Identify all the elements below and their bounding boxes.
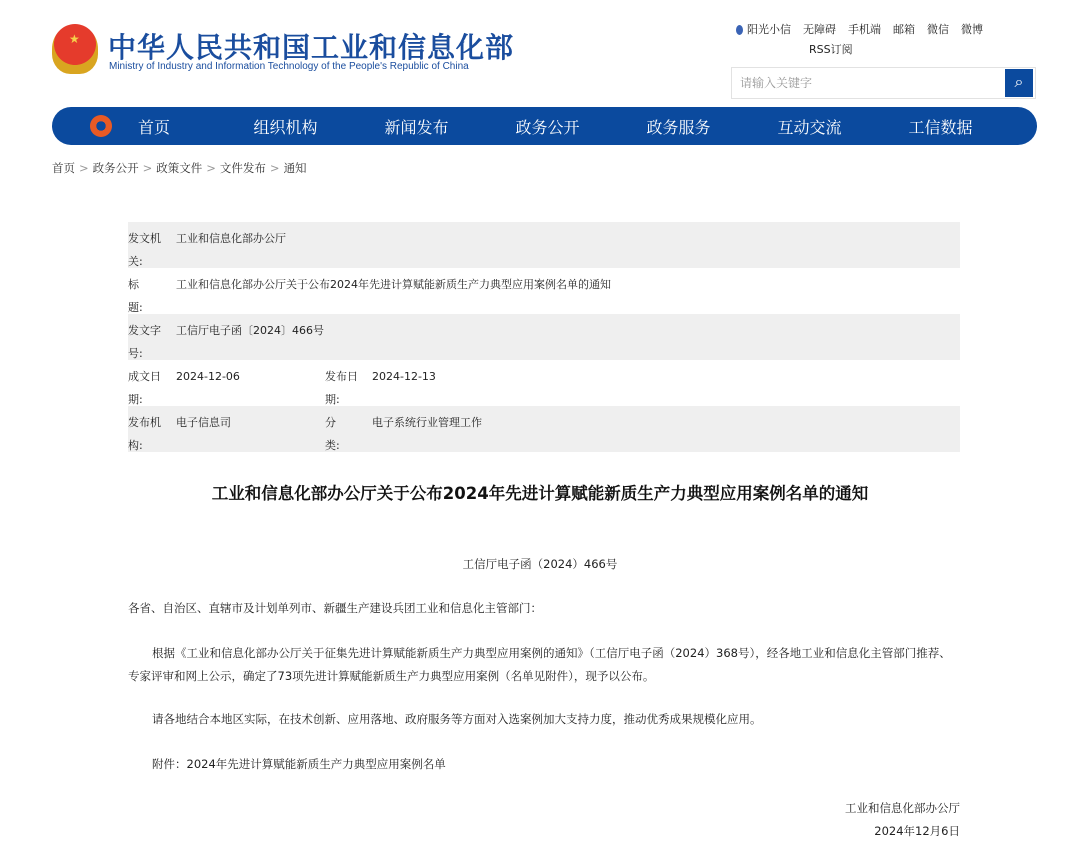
nav-interaction[interactable]: 互动交流 (777, 117, 842, 137)
meta-value: 工信厅电子函〔2024〕466号 (176, 324, 324, 337)
meta-value: 工业和信息化部办公厅 (176, 232, 286, 245)
meta-value: 2024-12-06 (176, 370, 240, 383)
national-emblem-logo[interactable]: ★ (52, 24, 98, 74)
meta-value: 电子系统行业管理工作 (372, 416, 482, 429)
link-weibo[interactable]: 微博 (961, 23, 983, 36)
link-sunshine[interactable] (736, 21, 791, 37)
nav-services[interactable]: 政务服务 (646, 117, 711, 137)
search-icon: ⌕ (1014, 74, 1024, 91)
nav-gov-affairs[interactable]: 政务公开 (515, 117, 580, 137)
meta-value: 2024-12-13 (372, 370, 436, 383)
document-meta-table (128, 222, 960, 452)
main-nav (52, 107, 1037, 145)
meta-label: 标 题: (128, 278, 161, 314)
crumb-home[interactable]: 首页 (52, 161, 75, 175)
meta-label: 分 类: (325, 416, 358, 452)
meta-label: 发布日期: (325, 370, 358, 406)
meta-label: 发布机构: (128, 416, 161, 452)
attachment-link[interactable]: 附件：2024年先进计算赋能新质生产力典型应用案例名单 (152, 757, 446, 771)
crumb-notice[interactable]: 通知 (283, 161, 307, 175)
pin-icon (736, 25, 743, 35)
meta-value: 电子信息司 (176, 416, 231, 429)
meta-row (128, 222, 960, 268)
crumb-policy[interactable]: 政策文件 (156, 161, 203, 175)
meta-row (128, 268, 960, 314)
nav-home[interactable]: 首页 (138, 117, 171, 137)
ie-logo-icon (90, 115, 112, 137)
crumb-gov[interactable]: 政务公开 (92, 161, 139, 175)
search-box (731, 67, 1036, 99)
article-paragraph: 根据《工业和信息化部办公厅关于征集先进计算赋能新质生产力典型应用案例的通知》（工信厅电子函（2024）368号），经各地工业和信息化主管部门推荐、专家评审和网上公示，确定了73项先进计算赋能新质生产力典型应用案例（名单见附件），现予以公布。 (128, 646, 951, 683)
nav-organization[interactable]: 组织机构 (253, 117, 318, 137)
crumb-files[interactable]: 文件发布 (219, 161, 266, 175)
article-doc-number: 工信厅电子函（2024）466号 (462, 557, 618, 571)
article-paragraph: 请各地结合本地区实际，在技术创新、应用落地、政府服务等方面对入选案例加大支持力度，推动优秀成果规模化应用。 (152, 712, 762, 726)
meta-label: 发文字号: (128, 324, 161, 360)
article-salutation: 各省、自治区、直辖市及计划单列市、新疆生产建设兵团工业和信息化主管部门： (128, 601, 542, 615)
link-label: 阳光小信 (747, 23, 791, 36)
link-mail[interactable]: 邮箱 (893, 23, 915, 36)
link-rss[interactable]: RSS订阅 (809, 43, 853, 56)
search-input[interactable] (732, 68, 1005, 98)
meta-label: 成文日期: (128, 370, 161, 406)
link-accessibility[interactable]: 无障碍 (803, 23, 836, 36)
breadcrumb: 首页 > 政务公开 > 政策文件 > 文件发布 > 通知 (52, 161, 307, 175)
article-title: 工业和信息化部办公厅关于公布2024年先进计算赋能新质生产力典型应用案例名单的通知 (211, 484, 869, 503)
meta-row (128, 406, 960, 452)
meta-value: 工业和信息化部办公厅关于公布2024年先进计算赋能新质生产力典型应用案例名单的通知 (176, 278, 611, 291)
site-name-en: Ministry of Industry and Information Technology of the People's Republic of China (109, 61, 469, 72)
meta-row (128, 360, 960, 406)
nav-news[interactable]: 新闻发布 (384, 117, 449, 137)
search-button[interactable] (1005, 69, 1033, 97)
nav-data[interactable]: 工信数据 (908, 117, 973, 137)
site-name-cn[interactable]: 中华人民共和国工业和信息化部 (108, 31, 515, 64)
meta-row (128, 314, 960, 360)
link-mobile[interactable]: 手机端 (848, 23, 881, 36)
meta-label: 发文机关: (128, 232, 161, 268)
article-date: 2024年12月6日 (874, 824, 960, 838)
top-links (736, 21, 983, 37)
article-signature: 工业和信息化部办公厅 (845, 801, 960, 815)
link-wechat[interactable]: 微信 (927, 23, 949, 36)
